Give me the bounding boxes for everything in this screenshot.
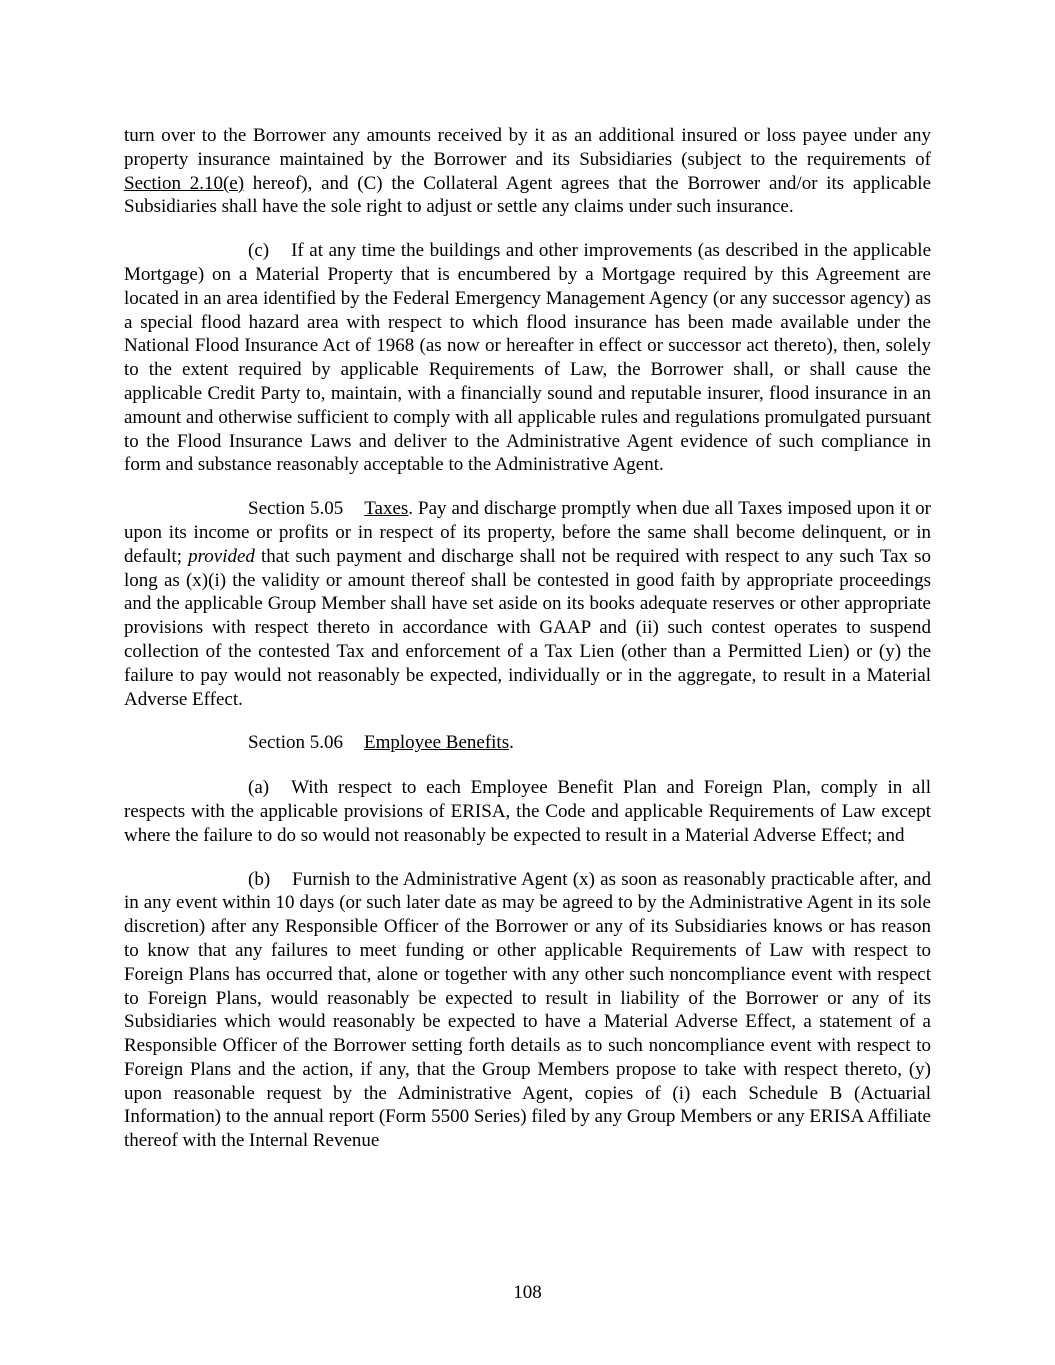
section-5-05-taxes bbox=[124, 497, 931, 711]
paragraph-c-flood-insurance bbox=[124, 239, 931, 477]
clause-label: (b) bbox=[248, 868, 271, 890]
section-title: Taxes bbox=[364, 498, 409, 520]
italic-term: provided bbox=[188, 545, 255, 567]
paragraph-insurance-continuation bbox=[124, 124, 931, 219]
paragraph-text: With respect to each Employee Benefit Plan and Foreign Plan, comply in all respects with the applicable provisions of ERISA, the Code and applicable Requirements of Law except where the failure to do so would not reasonably be expected to result in a Material Adverse Effect; and bbox=[124, 777, 931, 846]
section-title-suffix: . bbox=[509, 732, 514, 754]
clause-label: (c) bbox=[248, 240, 270, 262]
paragraph-a-employee-benefit-plan bbox=[124, 776, 931, 847]
section-reference-link: Section 2.10(e) bbox=[124, 172, 245, 194]
section-number: Section 5.06 bbox=[248, 732, 343, 754]
document-body bbox=[124, 124, 931, 1173]
section-number: Section 5.05 bbox=[248, 498, 344, 520]
clause-label: (a) bbox=[248, 777, 270, 799]
section-title: Employee Benefits bbox=[364, 732, 510, 754]
section-5-06-heading bbox=[124, 731, 931, 755]
paragraph-b-foreign-plans bbox=[124, 868, 931, 1154]
paragraph-text: that such payment and discharge shall not be required with respect to any such Tax so long as (x)(i) the validity or amount thereof shall be contested in good faith by appropriate proceedings and the applicable Group Member shall have set aside on its books adequate reserves or other appropriate provisions with respect thereto in accordance with GAAP and (ii) such contest operates to suspend collection of the contested Tax and enforcement of a Tax Lien (other than a Permitted Lien) or (y) the failure to pay would not reasonably be expected, individually or in the aggregate, to result in a Material Adverse Effect. bbox=[124, 545, 931, 710]
page-number: 108 bbox=[513, 1282, 542, 1303]
section-title-suffix: . bbox=[408, 498, 414, 520]
paragraph-text: turn over to the Borrower any amounts received by it as an additional insured or loss payee under any property insurance maintained by the Borrower and its Subsidiaries (subject to the requirements of bbox=[124, 125, 931, 170]
paragraph-text: Pay and discharge promptly when due all Taxes imposed upon it or upon its income or profits or in respect of its property, before the same shall become delinquent, or in default; bbox=[124, 498, 931, 567]
paragraph-text: If at any time the buildings and other improvements (as described in the applicable Mortgage) on a Material Property that is encumbered by a Mortgage required by this Agreement are located in an area identified by the Federal Emergency Management Agency (or any successor agency) as a special flood hazard area with respect to which flood insurance has been made available under the National Flood Insurance Act of 1968 (as now or hereafter in effect or successor act thereto), then, solely to the extent required by applicable Requirements of Law, the Borrower shall, or shall cause the applicable Credit Party to, maintain, with a financially sound and reputable insurer, flood insurance in an amount and otherwise sufficient to comply with all applicable rules and regulations promulgated pursuant to the Flood Insurance Laws and deliver to the Administrative Agent evidence of such compliance in form and substance reasonably acceptable to the Administrative Agent. bbox=[124, 240, 931, 476]
paragraph-text: hereof), and (C) the Collateral Agent agrees that the Borrower and/or its applicable Subsidiaries shall have the sole right to adjust or settle any claims under such insurance. bbox=[124, 172, 931, 218]
paragraph-text: Furnish to the Administrative Agent (x) as soon as reasonably practicable after, and in any event within 10 days (or such later date as may be agreed to by the Administrative Agent in its sole discretion) after any Responsible Officer of the Borrower or any of its Subsidiaries knows or has reason to know that any failures to meet funding or other applicable Requirements of Law with respect to Foreign Plans has occurred that, alone or together with any other such noncompliance event with respect to Foreign Plans, would reasonably be expected to result in liability of the Borrower or any of its Subsidiaries which would reasonably be expected to have a Material Adverse Effect, a statement of a Responsible Officer of the Borrower setting forth details as to such noncompliance event with respect to Foreign Plans and the action, if any, that the Group Members propose to take with respect thereto, (y) upon reasonable request by the Administrative Agent, copies of (i) each Schedule B (Actuarial Information) to the annual report (Form 5500 Series) filed by any Group Members or any ERISA Affiliate thereof with the Internal Revenue bbox=[124, 868, 931, 1152]
